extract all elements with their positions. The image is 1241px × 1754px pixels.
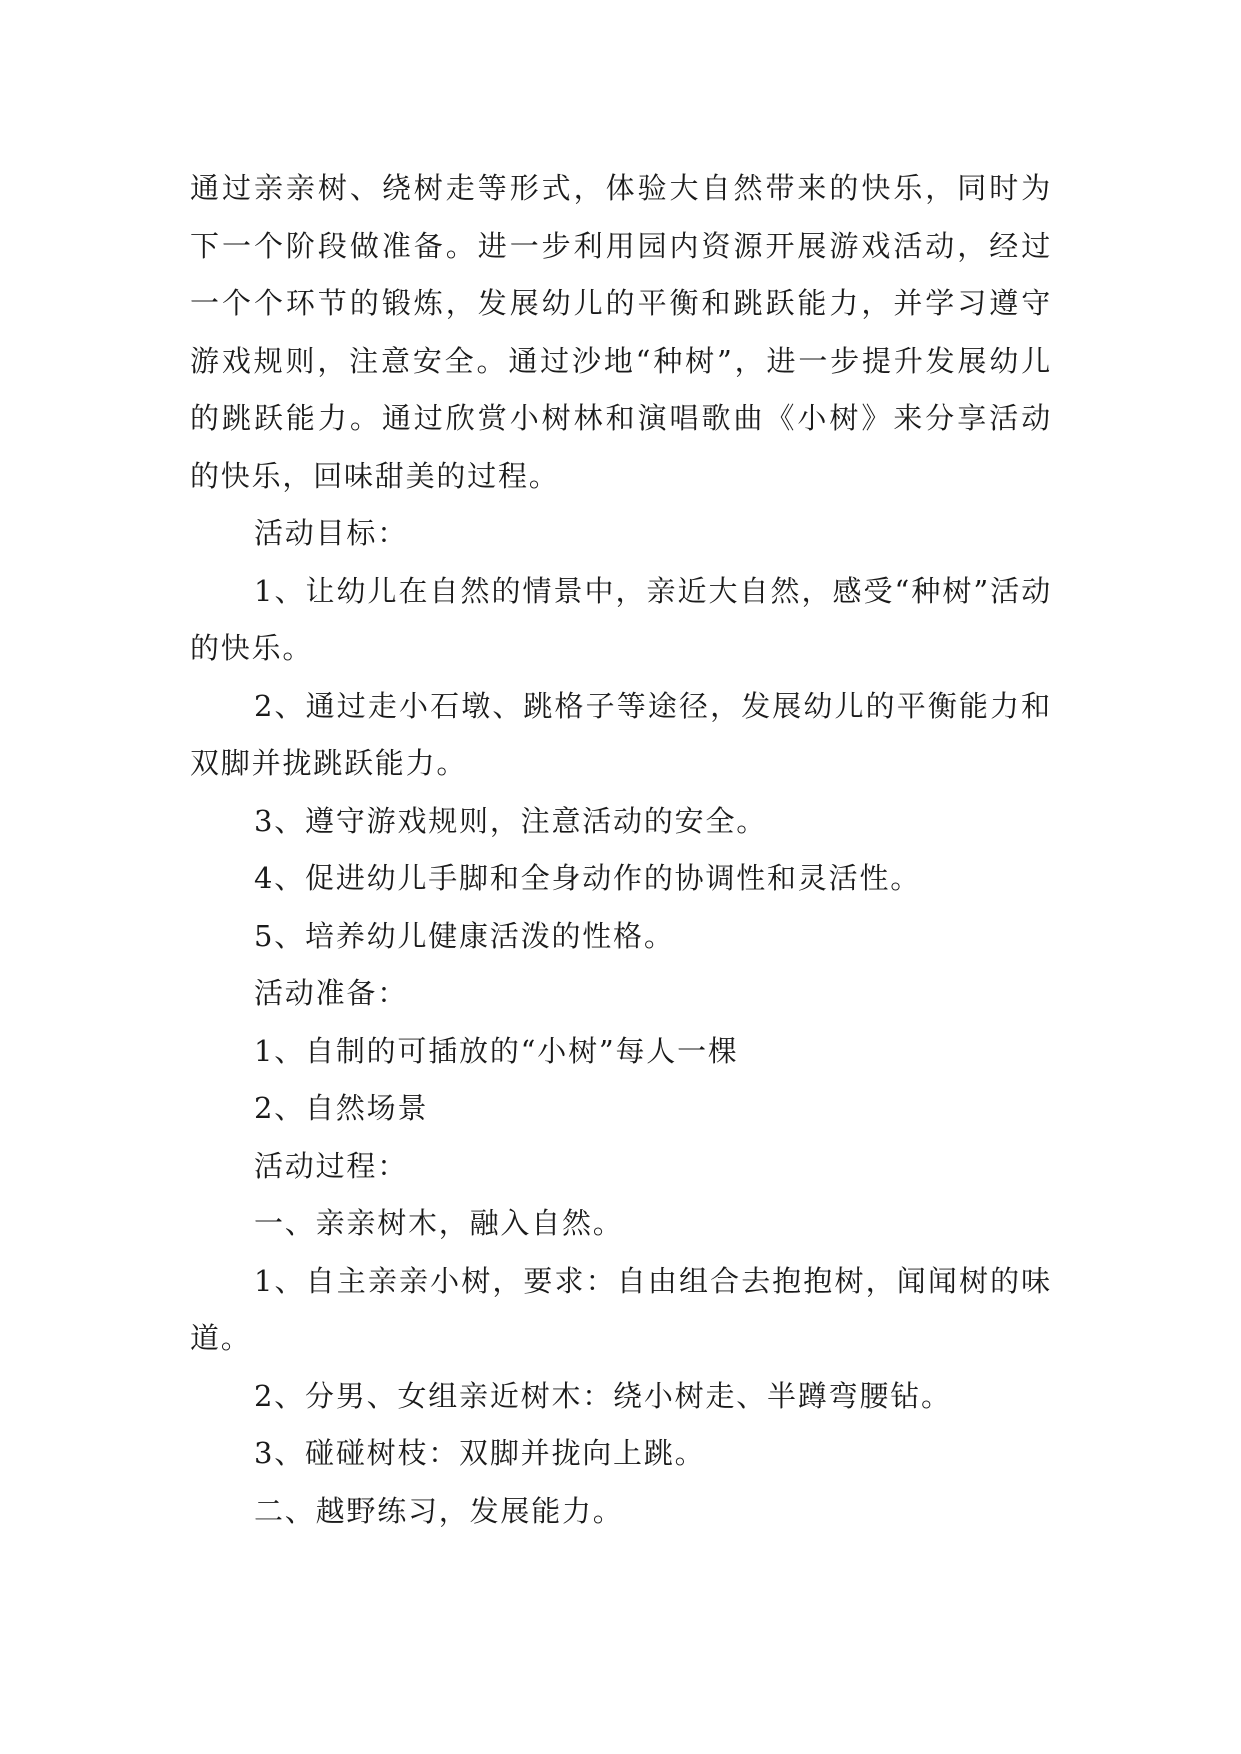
section-heading-goals: 活动目标： bbox=[254, 516, 409, 550]
goal-item-2: 2、通过走小石墩、跳格子等途径，发展幼儿的平衡能力和双脚并拢跳跃能力。 bbox=[190, 688, 1052, 780]
process-step-1-item-2: 2、分男、女组亲近树木：绕小树走、半蹲弯腰钻。 bbox=[254, 1378, 952, 1413]
process-step-1-item-3: 3、碰碰树枝：双脚并拢向上跳。 bbox=[254, 1436, 706, 1470]
section-heading-preparation: 活动准备： bbox=[254, 976, 409, 1010]
goal-item-5: 5、培养幼儿健康活泼的性格。 bbox=[254, 918, 675, 953]
preparation-item-1: 1、自制的可插放的“小树”每人一棵 bbox=[254, 1033, 739, 1068]
intro-paragraph: 通过亲亲树、绕树走等形式，体验大自然带来的快乐，同时为下一个阶段做准备。进一步利用园内资源开展游戏活动，经过一个个环节的锻炼，发展幼儿的平衡和跳跃能力，并学习遵守游戏规则，注意安全。通过沙地“种树”，进一步提升发展幼儿的跳跃能力。通过欣赏小树林和演唱歌曲《小树》来分享活动的快乐，回味甜美的过程。 bbox=[190, 171, 1052, 493]
preparation-item-2: 2、自然场景 bbox=[254, 1091, 429, 1125]
goal-item-1: 1、让幼儿在自然的情景中，亲近大自然，感受“种树”活动的快乐。 bbox=[190, 573, 1052, 665]
process-step-1-item-1: 1、自主亲亲小树，要求：自由组合去抱抱树，闻闻树的味道。 bbox=[190, 1263, 1052, 1355]
process-step-1-heading: 一、亲亲树木，融入自然。 bbox=[254, 1206, 624, 1240]
goal-item-3: 3、遵守游戏规则，注意活动的安全。 bbox=[254, 803, 768, 838]
section-heading-process: 活动过程： bbox=[254, 1148, 409, 1183]
process-step-2-heading: 二、越野练习，发展能力。 bbox=[254, 1493, 624, 1528]
goal-item-4: 4、促进幼儿手脚和全身动作的协调性和灵活性。 bbox=[254, 861, 922, 895]
document-body bbox=[190, 160, 1052, 1540]
